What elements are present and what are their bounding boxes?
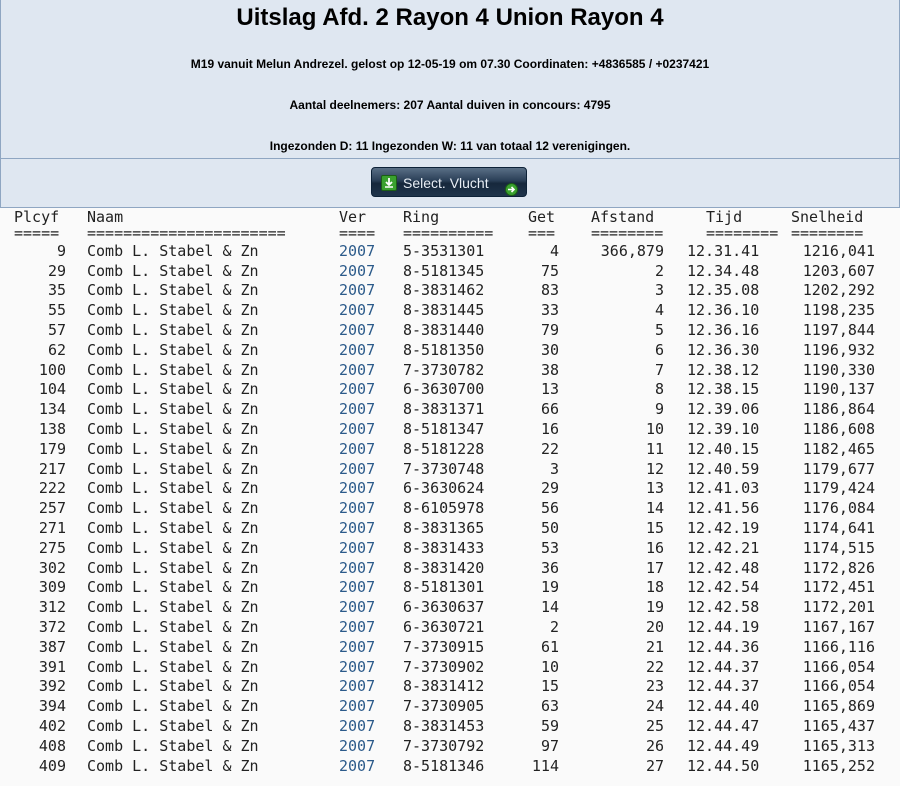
cell-naam: Comb L. Stabel & Zn [87, 360, 259, 379]
cell-get: 83 [540, 281, 559, 300]
cell-afstand: 10 [645, 419, 664, 438]
cell-plcyf: 408 [38, 736, 66, 755]
cell-get: 3 [549, 459, 559, 478]
cell-naam: Comb L. Stabel & Zn [87, 340, 259, 359]
cell-tijd: 12.38.15 [687, 380, 760, 399]
cell-afstand: 26 [645, 736, 664, 755]
cell-afstand: 15 [645, 518, 664, 537]
column-header-snelheid: Snelheid [791, 208, 864, 226]
cell-afstand: 6 [654, 340, 664, 359]
cell-naam: Comb L. Stabel & Zn [87, 320, 259, 339]
cell-get: 10 [540, 657, 559, 676]
cell-get: 63 [540, 697, 559, 716]
cell-snelheid: 1167,167 [802, 617, 875, 636]
cell-naam: Comb L. Stabel & Zn [87, 459, 259, 478]
ver-link[interactable]: 2007 [339, 499, 376, 518]
cell-naam: Comb L. Stabel & Zn [87, 499, 259, 518]
cell-snelheid: 1198,235 [802, 301, 875, 320]
table-row [0, 618, 900, 638]
ver-link[interactable]: 2007 [339, 340, 376, 359]
cell-tijd: 12.42.54 [687, 578, 760, 597]
cell-afstand: 23 [645, 677, 664, 696]
cell-afstand: 27 [645, 756, 664, 775]
cell-plcyf: 309 [38, 578, 66, 597]
cell-snelheid: 1186,608 [802, 419, 875, 438]
cell-snelheid: 1166,054 [802, 677, 875, 696]
ver-link[interactable]: 2007 [339, 261, 376, 280]
cell-naam: Comb L. Stabel & Zn [87, 538, 259, 557]
column-header-tijd: Tijd [706, 208, 743, 226]
cell-tijd: 12.40.15 [687, 439, 760, 458]
cell-get: 22 [540, 439, 559, 458]
cell-naam: Comb L. Stabel & Zn [87, 657, 259, 676]
ver-link[interactable]: 2007 [339, 281, 376, 300]
cell-get: 36 [540, 558, 559, 577]
cell-afstand: 17 [645, 558, 664, 577]
table-row [0, 757, 900, 777]
column-header-ring: Ring [403, 208, 440, 226]
select-flight-label: Select. Vlucht [403, 175, 489, 191]
cell-afstand: 24 [645, 697, 664, 716]
cell-get: 4 [549, 241, 559, 260]
cell-tijd: 12.36.10 [687, 301, 760, 320]
cell-snelheid: 1165,437 [802, 716, 875, 735]
cell-ring: 7-3730792 [403, 736, 485, 755]
cell-snelheid: 1174,515 [802, 538, 875, 557]
cell-snelheid: 1197,844 [802, 320, 875, 339]
table-row [0, 638, 900, 658]
cell-naam: Comb L. Stabel & Zn [87, 380, 259, 399]
ver-link[interactable]: 2007 [339, 380, 376, 399]
cell-ring: 6-3630624 [403, 479, 485, 498]
cell-get: 38 [540, 360, 559, 379]
cell-ring: 8-5181345 [403, 261, 485, 280]
cell-afstand: 4 [654, 301, 664, 320]
submissions-info: Ingezonden D: 11 Ingezonden W: 11 van totaal 12 verenigingen. [269, 139, 631, 153]
cell-ring: 5-3531301 [403, 241, 485, 260]
cell-snelheid: 1179,424 [802, 479, 875, 498]
cell-naam: Comb L. Stabel & Zn [87, 756, 259, 775]
cell-naam: Comb L. Stabel & Zn [87, 400, 259, 419]
cell-plcyf: 29 [47, 261, 66, 280]
cell-get: 56 [540, 499, 559, 518]
ver-link[interactable]: 2007 [339, 400, 376, 419]
cell-plcyf: 312 [38, 598, 66, 617]
table-row [0, 420, 900, 440]
cell-ring: 7-3730748 [403, 459, 485, 478]
cell-plcyf: 222 [38, 479, 66, 498]
table-row [0, 737, 900, 757]
cell-plcyf: 55 [47, 301, 66, 320]
cell-ring: 8-3831371 [403, 400, 485, 419]
cell-snelheid: 1190,137 [802, 380, 875, 399]
ver-link[interactable]: 2007 [339, 558, 376, 577]
cell-afstand: 366,879 [600, 241, 664, 260]
ver-link[interactable]: 2007 [339, 637, 376, 656]
column-header-get: Get [528, 208, 556, 226]
cell-get: 50 [540, 518, 559, 537]
cell-plcyf: 391 [38, 657, 66, 676]
cell-tijd: 12.44.19 [687, 617, 760, 636]
cell-ring: 7-3730915 [403, 637, 485, 656]
cell-snelheid: 1186,864 [802, 400, 875, 419]
cell-tijd: 12.44.49 [687, 736, 760, 755]
toolbar [0, 159, 900, 208]
cell-plcyf: 257 [38, 499, 66, 518]
table-row [0, 677, 900, 697]
cell-naam: Comb L. Stabel & Zn [87, 241, 259, 260]
cell-tijd: 12.44.50 [687, 756, 760, 775]
ver-link[interactable]: 2007 [339, 677, 376, 696]
cell-ring: 8-3831420 [403, 558, 485, 577]
cell-naam: Comb L. Stabel & Zn [87, 697, 259, 716]
cell-afstand: 12 [645, 459, 664, 478]
cell-afstand: 2 [654, 261, 664, 280]
cell-afstand: 3 [654, 281, 664, 300]
cell-tijd: 12.42.21 [687, 538, 760, 557]
cell-ring: 8-5181228 [403, 439, 485, 458]
ver-link[interactable]: 2007 [339, 241, 376, 260]
cell-get: 79 [540, 320, 559, 339]
cell-tijd: 12.41.56 [687, 499, 760, 518]
table-row [0, 262, 900, 282]
download-icon [381, 175, 397, 191]
cell-get: 61 [540, 637, 559, 656]
cell-get: 75 [540, 261, 559, 280]
cell-get: 15 [540, 677, 559, 696]
cell-naam: Comb L. Stabel & Zn [87, 558, 259, 577]
cell-get: 14 [540, 598, 559, 617]
ver-link[interactable]: 2007 [339, 439, 376, 458]
cell-snelheid: 1216,041 [802, 241, 875, 260]
cell-ring: 6-3630721 [403, 617, 485, 636]
cell-snelheid: 1203,607 [802, 261, 875, 280]
participants-info: Aantal deelnemers: 207 Aantal duiven in concours: 4795 [289, 98, 611, 112]
ver-link[interactable]: 2007 [339, 320, 376, 339]
cell-plcyf: 387 [38, 637, 66, 656]
cell-snelheid: 1179,677 [802, 459, 875, 478]
cell-naam: Comb L. Stabel & Zn [87, 598, 259, 617]
cell-afstand: 22 [645, 657, 664, 676]
table-row [0, 281, 900, 301]
cell-naam: Comb L. Stabel & Zn [87, 301, 259, 320]
cell-afstand: 9 [654, 400, 664, 419]
cell-plcyf: 62 [47, 340, 66, 359]
cell-get: 53 [540, 538, 559, 557]
cell-snelheid: 1172,451 [802, 578, 875, 597]
underline-plcyf: ===== [14, 223, 60, 242]
ver-link[interactable]: 2007 [339, 657, 376, 676]
cell-tijd: 12.40.59 [687, 459, 760, 478]
cell-snelheid: 1166,116 [802, 637, 875, 656]
table-row [0, 479, 900, 499]
cell-plcyf: 9 [56, 241, 66, 260]
cell-ring: 7-3730782 [403, 360, 485, 379]
cell-get: 59 [540, 716, 559, 735]
table-row [0, 697, 900, 717]
cell-snelheid: 1196,932 [802, 340, 875, 359]
cell-get: 29 [540, 479, 559, 498]
table-row [0, 559, 900, 579]
ver-link[interactable]: 2007 [339, 756, 376, 775]
table-row [0, 301, 900, 321]
cell-plcyf: 138 [38, 419, 66, 438]
cell-snelheid: 1172,201 [802, 598, 875, 617]
table-row [0, 717, 900, 737]
page-title: Uitslag Afd. 2 Rayon 4 Union Rayon 4 [236, 4, 664, 31]
cell-ring: 8-5181350 [403, 340, 485, 359]
table-row [0, 519, 900, 539]
cell-get: 30 [540, 340, 559, 359]
cell-get: 19 [540, 578, 559, 597]
cell-naam: Comb L. Stabel & Zn [87, 736, 259, 755]
cell-tijd: 12.38.12 [687, 360, 760, 379]
ver-link[interactable]: 2007 [339, 360, 376, 379]
cell-ring: 7-3730905 [403, 697, 485, 716]
cell-snelheid: 1174,641 [802, 518, 875, 537]
cell-plcyf: 271 [38, 518, 66, 537]
cell-ring: 6-3630637 [403, 598, 485, 617]
cell-plcyf: 100 [38, 360, 66, 379]
table-row [0, 578, 900, 598]
ver-link[interactable]: 2007 [339, 301, 376, 320]
cell-ring: 8-6105978 [403, 499, 485, 518]
column-header-plcyf: Plcyf [14, 208, 60, 226]
cell-snelheid: 1182,465 [802, 439, 875, 458]
cell-plcyf: 217 [38, 459, 66, 478]
cell-tijd: 12.41.03 [687, 479, 760, 498]
cell-naam: Comb L. Stabel & Zn [87, 677, 259, 696]
cell-ring: 8-5181301 [403, 578, 485, 597]
cell-ring: 8-3831365 [403, 518, 485, 537]
cell-tijd: 12.44.47 [687, 716, 760, 735]
cell-tijd: 12.36.16 [687, 320, 760, 339]
cell-snelheid: 1172,826 [802, 558, 875, 577]
table-body [0, 242, 900, 777]
ver-link[interactable]: 2007 [339, 617, 376, 636]
table-row [0, 598, 900, 618]
column-header-ver: Ver [339, 208, 367, 226]
table-row [0, 341, 900, 361]
cell-tijd: 12.31.41 [687, 241, 760, 260]
ver-link[interactable]: 2007 [339, 459, 376, 478]
cell-afstand: 13 [645, 479, 664, 498]
cell-naam: Comb L. Stabel & Zn [87, 261, 259, 280]
cell-snelheid: 1190,330 [802, 360, 875, 379]
cell-plcyf: 57 [47, 320, 66, 339]
cell-naam: Comb L. Stabel & Zn [87, 281, 259, 300]
cell-plcyf: 35 [47, 281, 66, 300]
cell-tijd: 12.42.48 [687, 558, 760, 577]
cell-get: 16 [540, 419, 559, 438]
select-flight-button[interactable] [371, 167, 527, 197]
table-row [0, 380, 900, 400]
cell-ring: 8-3831462 [403, 281, 485, 300]
cell-afstand: 7 [654, 360, 664, 379]
cell-ring: 8-3831412 [403, 677, 485, 696]
underline-naam: ====================== [87, 223, 286, 242]
ver-link[interactable]: 2007 [339, 578, 376, 597]
cell-naam: Comb L. Stabel & Zn [87, 479, 259, 498]
results-table [0, 208, 900, 776]
cell-plcyf: 134 [38, 400, 66, 419]
cell-tijd: 12.34.48 [687, 261, 760, 280]
cell-ring: 8-5181346 [403, 756, 485, 775]
header-underline [0, 223, 900, 242]
cell-plcyf: 392 [38, 677, 66, 696]
ver-link[interactable]: 2007 [339, 716, 376, 735]
cell-ring: 8-3831453 [403, 716, 485, 735]
cell-afstand: 25 [645, 716, 664, 735]
cell-ring: 6-3630700 [403, 380, 485, 399]
ver-link[interactable]: 2007 [339, 419, 376, 438]
cell-plcyf: 409 [38, 756, 66, 775]
flight-info: M19 vanuit Melun Andrezel. gelost op 12-05-19 om 07.30 Coordinaten: +4836585 / +0237421 [190, 57, 710, 71]
underline-snelheid: ======== [791, 223, 864, 242]
cell-tijd: 12.44.36 [687, 637, 760, 656]
table-row [0, 440, 900, 460]
cell-snelheid: 1176,084 [802, 499, 875, 518]
cell-tijd: 12.42.58 [687, 598, 760, 617]
cell-tijd: 12.39.10 [687, 419, 760, 438]
table-row [0, 242, 900, 262]
cell-plcyf: 104 [38, 380, 66, 399]
cell-naam: Comb L. Stabel & Zn [87, 419, 259, 438]
table-row [0, 361, 900, 381]
cell-tijd: 12.36.30 [687, 340, 760, 359]
cell-get: 2 [549, 617, 559, 636]
cell-plcyf: 179 [38, 439, 66, 458]
cell-tijd: 12.35.08 [687, 281, 760, 300]
underline-get: === [528, 223, 556, 242]
cell-tijd: 12.44.37 [687, 657, 760, 676]
table-row [0, 460, 900, 480]
cell-snelheid: 1166,054 [802, 657, 875, 676]
cell-naam: Comb L. Stabel & Zn [87, 439, 259, 458]
cell-afstand: 19 [645, 598, 664, 617]
underline-afstand: ======== [591, 223, 664, 242]
cell-ring: 8-5181347 [403, 419, 485, 438]
underline-ring: ========== [403, 223, 494, 242]
cell-ring: 8-3831440 [403, 320, 485, 339]
cell-snelheid: 1165,252 [802, 756, 875, 775]
table-row [0, 400, 900, 420]
underline-tijd: ======== [706, 223, 779, 242]
cell-afstand: 16 [645, 538, 664, 557]
ver-link[interactable]: 2007 [339, 736, 376, 755]
cell-plcyf: 275 [38, 538, 66, 557]
results-header [0, 0, 900, 159]
cell-plcyf: 302 [38, 558, 66, 577]
cell-tijd: 12.42.19 [687, 518, 760, 537]
cell-get: 97 [540, 736, 559, 755]
cell-get: 33 [540, 301, 559, 320]
cell-naam: Comb L. Stabel & Zn [87, 716, 259, 735]
cell-ring: 7-3730902 [403, 657, 485, 676]
ver-link[interactable]: 2007 [339, 538, 376, 557]
table-row [0, 321, 900, 341]
arrow-right-icon [505, 176, 518, 206]
cell-get: 13 [540, 380, 559, 399]
column-header-naam: Naam [87, 208, 124, 226]
ver-link[interactable]: 2007 [339, 697, 376, 716]
cell-ring: 8-3831445 [403, 301, 485, 320]
cell-snelheid: 1165,313 [802, 736, 875, 755]
cell-naam: Comb L. Stabel & Zn [87, 617, 259, 636]
cell-afstand: 18 [645, 578, 664, 597]
cell-naam: Comb L. Stabel & Zn [87, 637, 259, 656]
cell-afstand: 20 [645, 617, 664, 636]
cell-tijd: 12.44.40 [687, 697, 760, 716]
cell-tijd: 12.39.06 [687, 400, 760, 419]
ver-link[interactable]: 2007 [339, 598, 376, 617]
cell-plcyf: 372 [38, 617, 66, 636]
table-row [0, 539, 900, 559]
underline-ver: ==== [339, 223, 376, 242]
cell-snelheid: 1165,869 [802, 697, 875, 716]
ver-link[interactable]: 2007 [339, 479, 376, 498]
column-header-afstand: Afstand [591, 208, 655, 226]
cell-naam: Comb L. Stabel & Zn [87, 518, 259, 537]
cell-tijd: 12.44.37 [687, 677, 760, 696]
table-row [0, 658, 900, 678]
cell-get: 66 [540, 400, 559, 419]
cell-afstand: 11 [645, 439, 664, 458]
ver-link[interactable]: 2007 [339, 518, 376, 537]
cell-snelheid: 1202,292 [802, 281, 875, 300]
cell-ring: 8-3831433 [403, 538, 485, 557]
table-row [0, 499, 900, 519]
cell-afstand: 14 [645, 499, 664, 518]
cell-plcyf: 402 [38, 716, 66, 735]
cell-get: 114 [531, 756, 559, 775]
cell-afstand: 5 [654, 320, 664, 339]
cell-naam: Comb L. Stabel & Zn [87, 578, 259, 597]
cell-afstand: 8 [654, 380, 664, 399]
cell-plcyf: 394 [38, 697, 66, 716]
cell-afstand: 21 [645, 637, 664, 656]
